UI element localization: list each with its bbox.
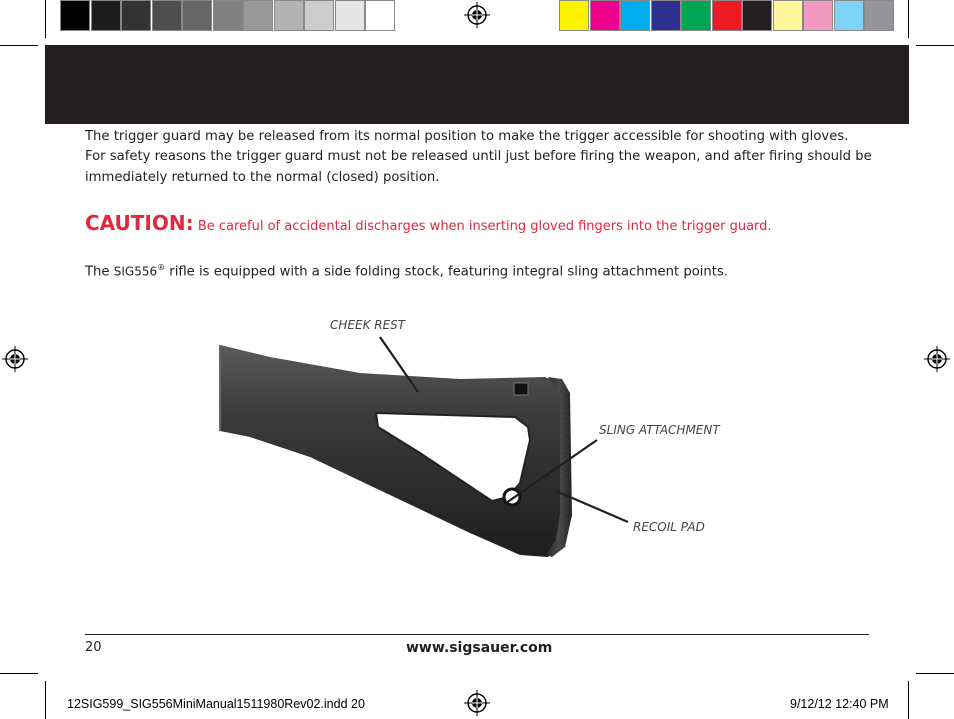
- paragraph-text: rifle is equipped with a side folding stock, featuring integral sling attachment points.: [165, 264, 729, 280]
- paragraph-line: immediately returned to the normal (closed) position.: [85, 170, 440, 185]
- callout-sling-attachment: SLING ATTACHMENT: [599, 423, 720, 437]
- paragraph-line: For safety reasons the trigger guard must not be released until just before firing the weapon, and after firing should be: [85, 149, 872, 164]
- paragraph-line: The trigger guard may be released from its normal position to make the trigger accessible for shooting with gloves.: [85, 129, 849, 144]
- registered-mark: ®: [157, 263, 166, 272]
- website-link[interactable]: www.sigsauer.com: [406, 640, 553, 656]
- caution-text: Be careful of accidental discharges when inserting gloved fingers into the trigger guard.: [197, 219, 772, 234]
- model-name: SIG556: [113, 264, 158, 279]
- slug-filename: 12SIG599_SIG556MiniManual1511980Rev02.indd 20: [67, 697, 365, 711]
- slug-datetime: 9/12/12 12:40 PM: [790, 697, 889, 711]
- callout-cheek-rest: CHEEK REST: [330, 318, 406, 332]
- callout-recoil-pad: RECOIL PAD: [633, 520, 705, 534]
- footer-rule: [85, 634, 869, 635]
- page-number: 20: [85, 640, 102, 655]
- caution-title: CAUTION:: [85, 211, 194, 235]
- paragraph-text: The: [85, 264, 114, 280]
